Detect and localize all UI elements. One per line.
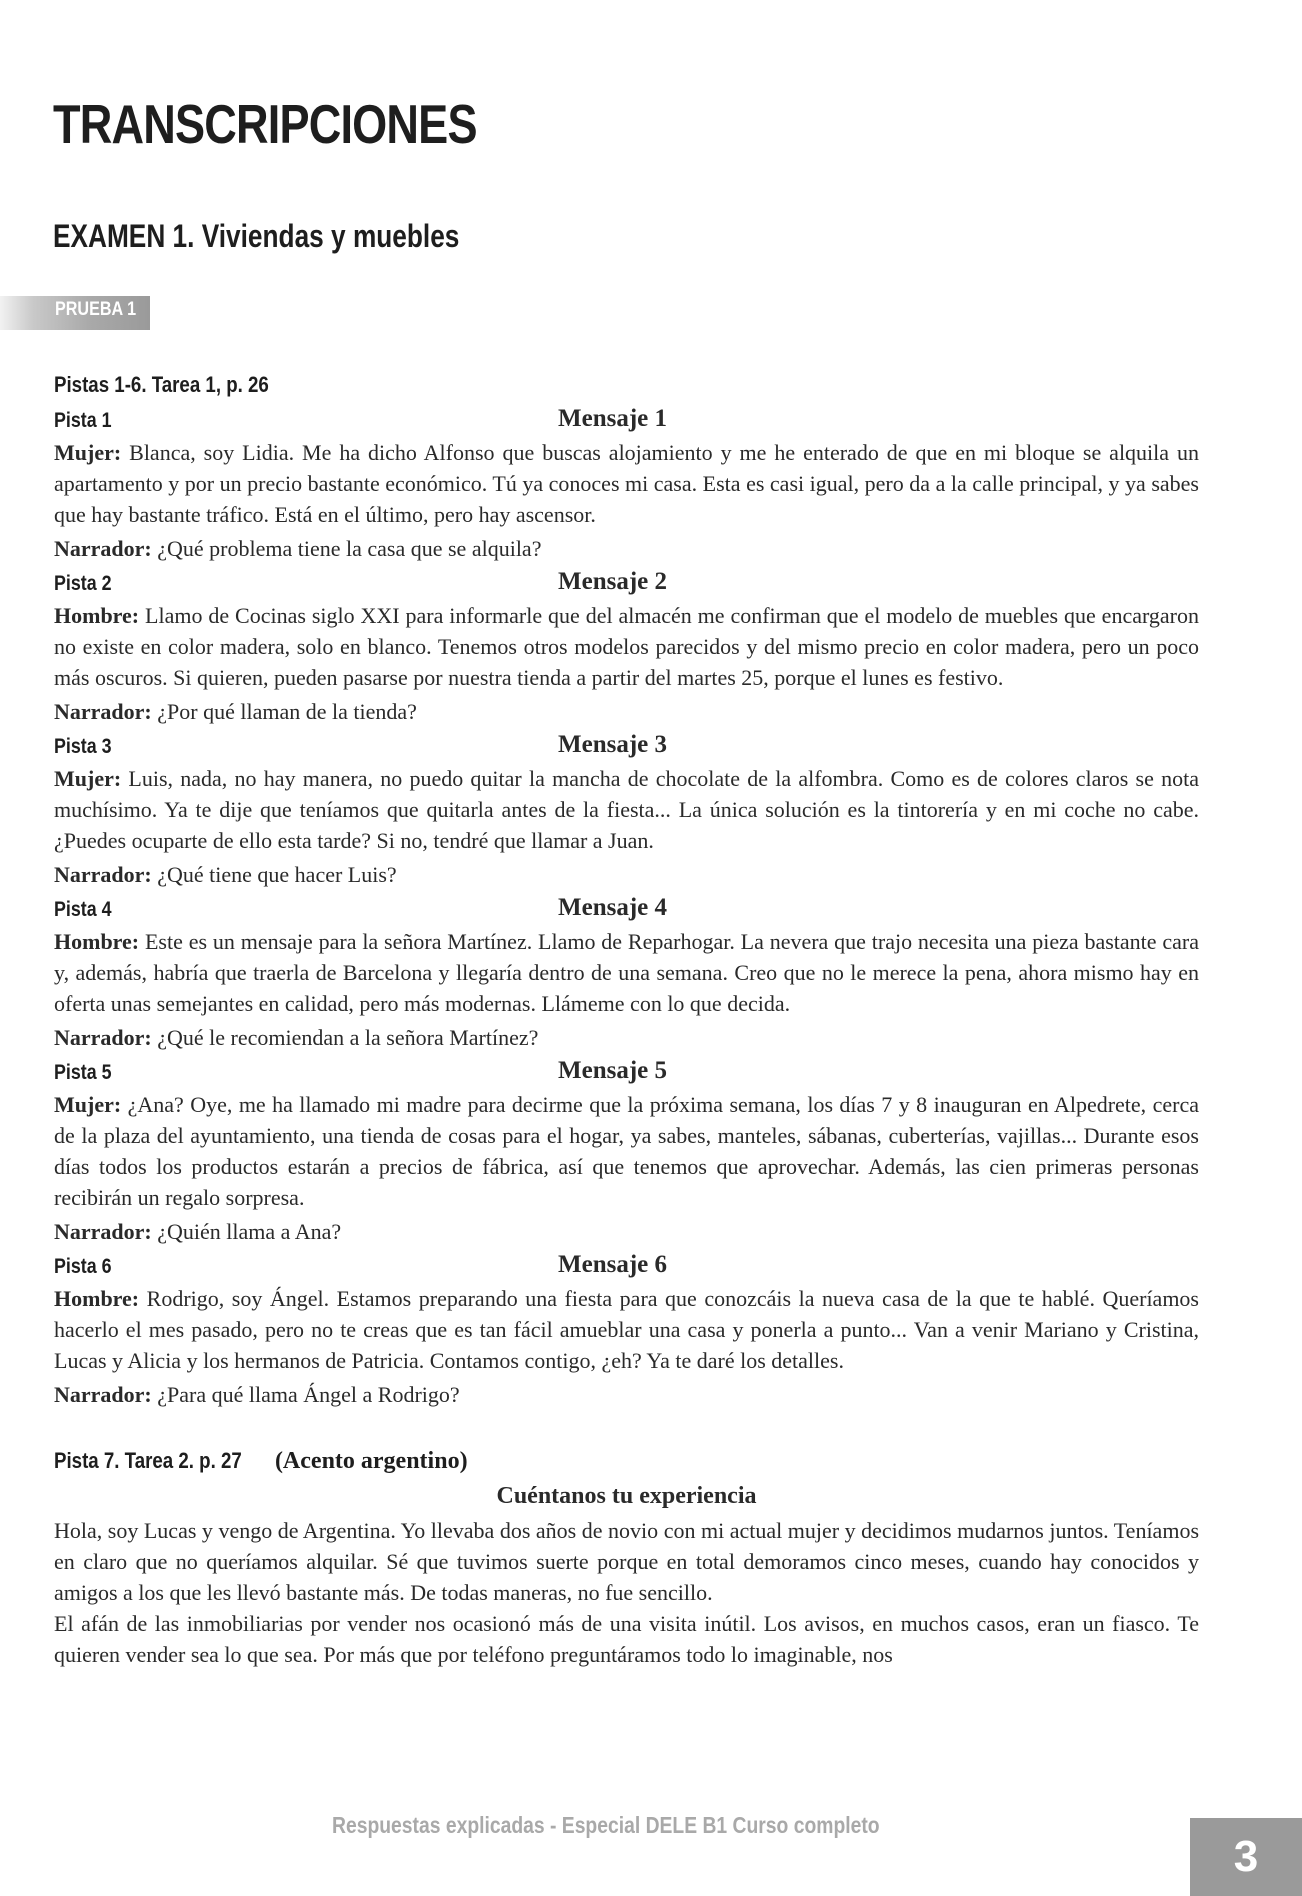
narrator-text: ¿Qué tiene que hacer Luis? xyxy=(157,862,397,887)
mensaje-title: Mensaje 5 xyxy=(558,1057,667,1084)
exam-title: EXAMEN 1. Viviendas y muebles xyxy=(53,218,460,254)
message-text xyxy=(54,437,1199,530)
narrator-text: ¿Qué problema tiene la casa que se alquila? xyxy=(157,536,542,561)
transcript-content xyxy=(54,368,1199,1670)
narrator-text: ¿Para qué llama Ángel a Rodrigo? xyxy=(157,1382,460,1407)
speaker-label: Mujer: xyxy=(54,440,122,465)
message-text xyxy=(54,763,1199,856)
narrator-question xyxy=(54,859,1199,890)
narrator-label: Narrador: xyxy=(54,1382,152,1407)
pista-label: Pista 1 xyxy=(54,409,112,432)
page-number: 3 xyxy=(1190,1818,1302,1896)
message-body: Este es un mensaje para la señora Martínez. Llamo de Reparhogar. La nevera que trajo necesita una pieza bastante cara y, además, habría que traerla de Barcelona y llegaría dentro de una semana. Creo que no le merece la pena, ahora mismo hay en oferta unas semejantes en calidad, pero más modernas. Llámeme con lo que decida. xyxy=(54,929,1199,1016)
message-text xyxy=(54,600,1199,693)
pista-list xyxy=(54,403,1199,1410)
message-text xyxy=(54,1089,1199,1213)
experience-title: Cuéntanos tu experiencia xyxy=(496,1483,757,1509)
pista-header xyxy=(54,892,1199,926)
pista-label: Pista 5 xyxy=(54,1061,112,1084)
narrator-question xyxy=(54,1022,1199,1053)
narrator-label: Narrador: xyxy=(54,1219,152,1244)
mensaje-title: Mensaje 1 xyxy=(558,405,667,432)
mensaje-title: Mensaje 3 xyxy=(558,731,667,758)
message-text xyxy=(54,1283,1199,1376)
pista-label: Pista 6 xyxy=(54,1255,112,1278)
pista-header xyxy=(54,729,1199,763)
pista-block xyxy=(54,403,1199,564)
pista-block xyxy=(54,1055,1199,1247)
experience-paragraph: El afán de las inmobiliarias por vender nos ocasionó más de una visita inútil. Los avisos, en muchos casos, eran un fiasco. Te quieren vender sea lo que sea. Por más que por teléfono preguntáramos todo lo imaginable, nos xyxy=(54,1611,1199,1667)
narrator-text: ¿Quién llama a Ana? xyxy=(157,1219,342,1244)
accent-note: (Acento argentino) xyxy=(274,1448,468,1474)
narrator-question xyxy=(54,696,1199,727)
mensaje-title: Mensaje 4 xyxy=(558,894,667,921)
speaker-label: Mujer: xyxy=(54,1092,122,1117)
experience-paragraph: Hola, soy Lucas y vengo de Argentina. Yo llevaba dos años de novio con mi actual mujer y decidimos mudarnos juntos. Teníamos en claro que no queríamos alquilar. Sé que tuvimos suerte porque en total demoramos cinco meses, cuando hay conocidos y amigos a los que les llevó bastante más. De todas maneras, no fue sencillo. xyxy=(54,1518,1199,1605)
narrator-question xyxy=(54,533,1199,564)
message-body: Llamo de Cocinas siglo XXI para informarle que del almacén me confirman que el modelo de muebles que encargaron no existe en color madera, solo en blanco. Tenemos otros modelos parecidos y del mismo precio en color madera, pero un poco más oscuros. Si quieren, pueden pasarse por nuestra tienda a partir del martes 25, porque el lunes es festivo. xyxy=(54,603,1199,690)
narrator-label: Narrador: xyxy=(54,862,152,887)
pista-header xyxy=(54,1249,1199,1283)
pista-block xyxy=(54,1249,1199,1410)
message-body: ¿Ana? Oye, me ha llamado mi madre para decirme que la próxima semana, los días 7 y 8 inauguran en Alpedrete, cerca de la plaza del ayuntamiento, una tienda de cosas para el hogar, ya sabes, manteles, sábanas, cuberterías, vajillas... Durante esos días todos los productos estarán a precios de fábrica, así que tenemos que aprovechar. Además, las cien primeras personas recibirán un regalo sorpresa. xyxy=(54,1092,1199,1210)
tarea1-heading: Pistas 1-6. Tarea 1, p. 26 xyxy=(54,372,269,397)
pista-block xyxy=(54,892,1199,1053)
narrator-label: Narrador: xyxy=(54,536,152,561)
mensaje-title: Mensaje 2 xyxy=(558,568,667,595)
speaker-label: Hombre: xyxy=(54,1286,140,1311)
pista-block xyxy=(54,729,1199,890)
page-title: TRANSCRIPCIONES xyxy=(53,93,477,155)
footer-text: Respuestas explicadas - Especial DELE B1 Curso completo xyxy=(332,1812,880,1838)
message-body: Blanca, soy Lidia. Me ha dicho Alfonso que buscas alojamiento y me he enterado de que en mi bloque se alquila un apartamento y por un precio bastante económico. Tú ya conoces mi casa. Esta es casi igual, pero da a la calle principal, y ya sabes que hay bastante tráfico. Está en el último, pero hay ascensor. xyxy=(54,440,1199,527)
speaker-label: Hombre: xyxy=(54,929,140,954)
pista-header xyxy=(54,1055,1199,1089)
pista-label: Pista 4 xyxy=(54,898,112,921)
message-body: Rodrigo, soy Ángel. Estamos preparando una fiesta para que conozcáis la nueva casa de la que te hablé. Queríamos hacerlo el mes pasado, pero no te creas que es tan fácil amueblar una casa y ponerla a punto... Van a venir Mariano y Cristina, Lucas y Alicia y los hermanos de Patricia. Contamos contigo, ¿eh? Ya te daré los detalles. xyxy=(54,1286,1199,1373)
speaker-label: Mujer: xyxy=(54,766,122,791)
pista-header xyxy=(54,566,1199,600)
pista-header xyxy=(54,403,1199,437)
message-text xyxy=(54,926,1199,1019)
prueba-badge: PRUEBA 1 xyxy=(55,299,137,320)
narrator-text: ¿Qué le recomiendan a la señora Martínez? xyxy=(157,1025,539,1050)
pista-label: Pista 2 xyxy=(54,572,112,595)
narrator-question xyxy=(54,1216,1199,1247)
pista-block xyxy=(54,566,1199,727)
narrator-label: Narrador: xyxy=(54,1025,152,1050)
message-body: Luis, nada, no hay manera, no puedo quitar la mancha de chocolate de la alfombra. Como es de colores claros se nota muchísimo. Ya te dije que teníamos que quitarla antes de la fiesta... La única solución es la tintorería y en mi coche no cabe. ¿Puedes ocuparte de ello esta tarde? Si no, tendré que llamar a Juan. xyxy=(54,766,1199,853)
tarea2-heading-text: Pista 7. Tarea 2. p. 27 xyxy=(54,1448,242,1473)
speaker-label: Hombre: xyxy=(54,603,140,628)
tarea2-heading xyxy=(54,1444,1199,1478)
pista-label: Pista 3 xyxy=(54,735,112,758)
narrator-label: Narrador: xyxy=(54,699,152,724)
narrator-text: ¿Por qué llaman de la tienda? xyxy=(157,699,417,724)
mensaje-title: Mensaje 6 xyxy=(558,1251,667,1278)
narrator-question xyxy=(54,1379,1199,1410)
